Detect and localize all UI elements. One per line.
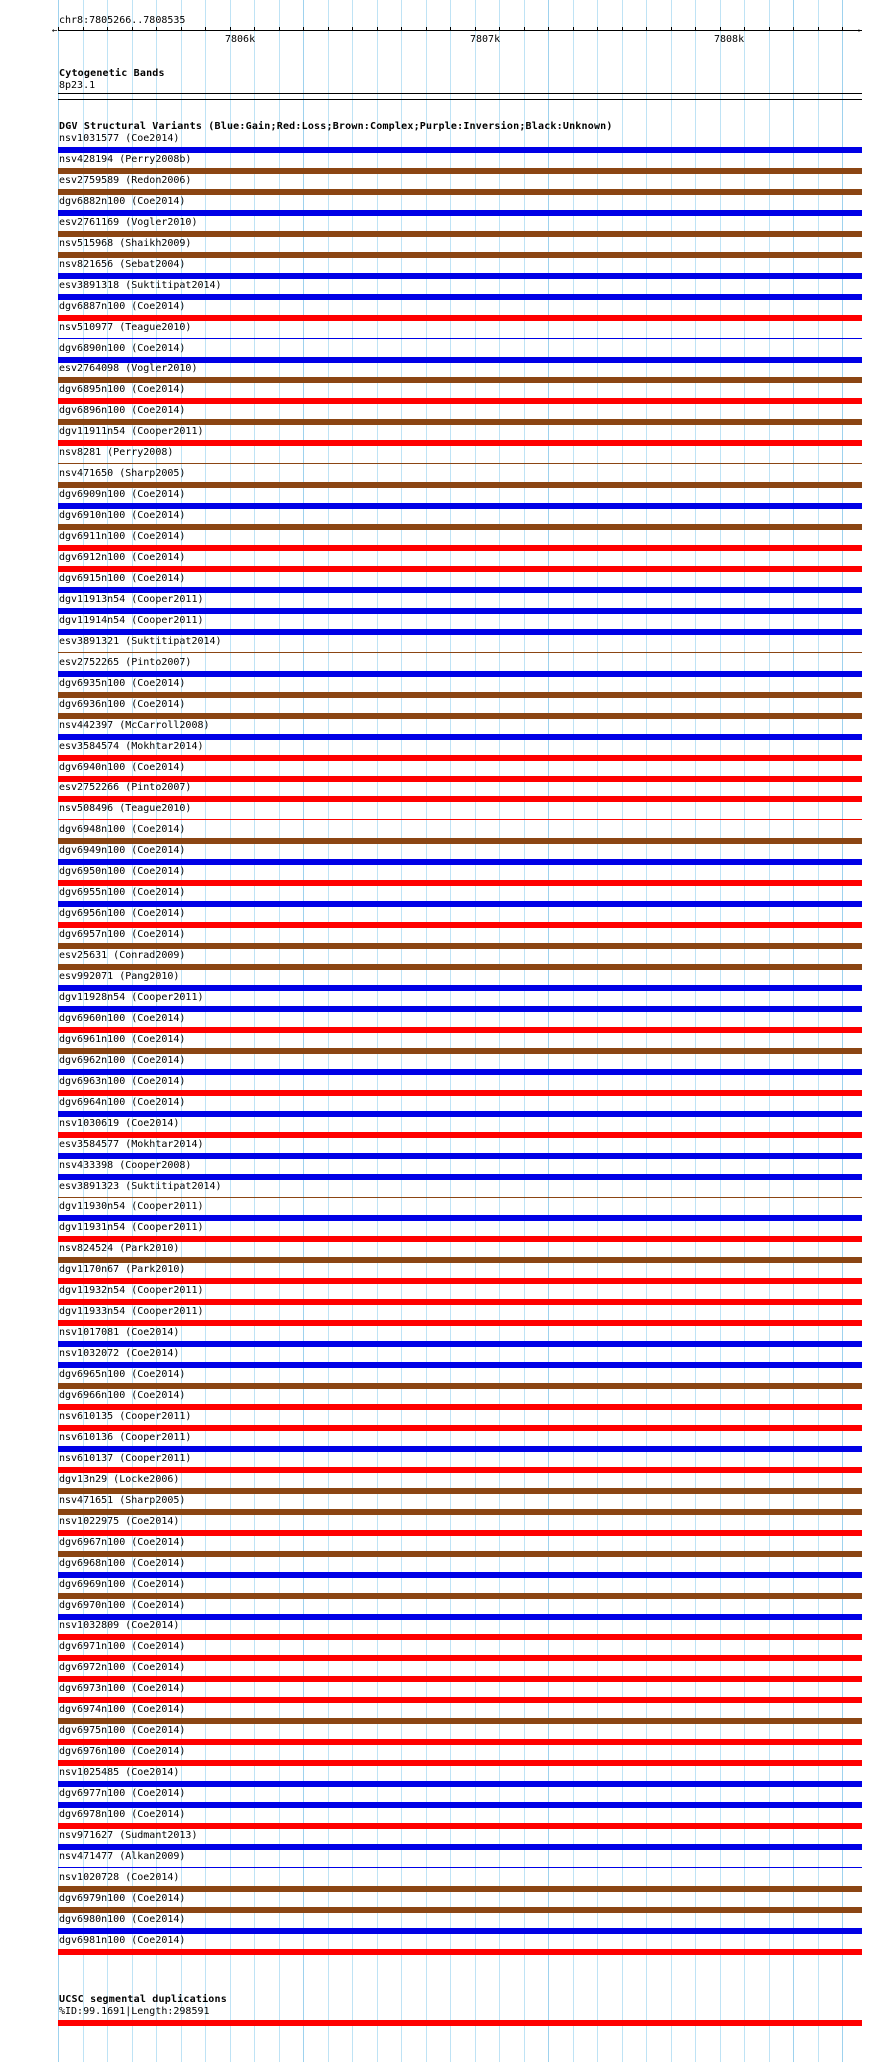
dgv-variant-bar[interactable] bbox=[58, 463, 862, 464]
dgv-variant-bar[interactable] bbox=[58, 859, 862, 865]
dgv-variant-label[interactable]: dgv6979n100 (Coe2014) bbox=[59, 1893, 186, 1904]
ruler-minor-tick bbox=[524, 27, 525, 31]
dgv-variant-label[interactable]: dgv11913n54 (Cooper2011) bbox=[59, 594, 204, 605]
dgv-variant-label[interactable]: dgv6956n100 (Coe2014) bbox=[59, 908, 186, 919]
dgv-variant-label[interactable]: esv2752265 (Pinto2007) bbox=[59, 657, 192, 668]
dgv-variant-label[interactable]: dgv6973n100 (Coe2014) bbox=[59, 1683, 186, 1694]
dgv-variant-label[interactable]: esv3891321 (Suktitipat2014) bbox=[59, 636, 222, 647]
dgv-variant-bar[interactable] bbox=[58, 1090, 862, 1096]
dgv-variant-bar[interactable] bbox=[58, 482, 862, 488]
dgv-variant-label[interactable]: dgv6940n100 (Coe2014) bbox=[59, 762, 186, 773]
dgv-variant-bar[interactable] bbox=[58, 231, 862, 237]
dgv-variant-label[interactable]: esv2761169 (Vogler2010) bbox=[59, 217, 198, 228]
ruler-arrow-left-icon: ← bbox=[52, 26, 58, 36]
dgv-variant-bar[interactable] bbox=[58, 1404, 862, 1410]
dgv-variant-label[interactable]: nsv824524 (Park2010) bbox=[59, 1243, 180, 1254]
dgv-variant-bar[interactable] bbox=[58, 1886, 862, 1892]
dgv-variant-label[interactable]: dgv6955n100 (Coe2014) bbox=[59, 887, 186, 898]
ruler-minor-tick bbox=[156, 27, 157, 31]
dgv-variant-bar[interactable] bbox=[58, 1006, 862, 1012]
dgv-variant-label[interactable]: nsv610137 (Cooper2011) bbox=[59, 1453, 192, 1464]
dgv-variant-label[interactable]: nsv1031577 (Coe2014) bbox=[59, 133, 180, 144]
dgv-variant-label[interactable]: nsv471477 (Alkan2009) bbox=[59, 1851, 186, 1862]
dgv-variant-bar[interactable] bbox=[58, 1634, 862, 1640]
dgv-variant-label[interactable]: dgv6957n100 (Coe2014) bbox=[59, 929, 186, 940]
ruler-arrow-right-icon: → bbox=[855, 26, 861, 36]
dgv-variant-bar[interactable] bbox=[58, 252, 862, 258]
dgv-variant-bar[interactable] bbox=[58, 1362, 862, 1368]
dgv-variant-bar[interactable] bbox=[58, 819, 862, 820]
dgv-variant-label[interactable]: esv2764098 (Vogler2010) bbox=[59, 363, 198, 374]
dgv-variant-bar[interactable] bbox=[58, 1551, 862, 1557]
dgv-variant-label[interactable]: dgv13n29 (Locke2006) bbox=[59, 1474, 180, 1485]
dgv-variant-bar[interactable] bbox=[58, 608, 862, 614]
dgv-variant-bar[interactable] bbox=[58, 1383, 862, 1389]
dgv-variant-label[interactable]: dgv6896n100 (Coe2014) bbox=[59, 405, 186, 416]
ruler-minor-tick bbox=[450, 27, 451, 31]
track-separator bbox=[58, 99, 862, 100]
dgv-variant-label[interactable]: dgv6890n100 (Coe2014) bbox=[59, 343, 186, 354]
dgv-variant-bar[interactable] bbox=[58, 273, 862, 279]
dgv-variant-label[interactable]: nsv515968 (Shaikh2009) bbox=[59, 238, 192, 249]
dgv-variant-label[interactable]: dgv6964n100 (Coe2014) bbox=[59, 1097, 186, 1108]
ruler-minor-tick bbox=[646, 27, 647, 31]
dgv-variant-label[interactable]: dgv6971n100 (Coe2014) bbox=[59, 1641, 186, 1652]
ruler-tick-label-2: 7807k bbox=[470, 34, 501, 45]
dgv-variant-bar[interactable] bbox=[58, 964, 862, 970]
dgv-variant-label[interactable]: esv3584574 (Mokhtar2014) bbox=[59, 741, 204, 752]
ruler-minor-tick bbox=[622, 27, 623, 31]
dgv-variant-label[interactable]: dgv11931n54 (Cooper2011) bbox=[59, 1222, 204, 1233]
ruler-minor-tick bbox=[377, 27, 378, 31]
dgv-variant-bar[interactable] bbox=[58, 1509, 862, 1515]
dgv-variant-bar[interactable] bbox=[58, 1488, 862, 1494]
dgv-variant-label[interactable]: dgv6936n100 (Coe2014) bbox=[59, 699, 186, 710]
locus-label: chr8:7805266..7808535 bbox=[59, 15, 186, 26]
dgv-variant-label[interactable]: dgv6970n100 (Coe2014) bbox=[59, 1600, 186, 1611]
ruler-minor-tick bbox=[107, 27, 108, 31]
dgv-variant-label[interactable]: nsv610136 (Cooper2011) bbox=[59, 1432, 192, 1443]
dgv-variant-bar[interactable] bbox=[58, 1572, 862, 1578]
ruler-tick-label-1: 7806k bbox=[225, 34, 256, 45]
ruler-minor-tick bbox=[842, 27, 843, 31]
ruler-minor-tick bbox=[401, 27, 402, 31]
ruler-minor-tick bbox=[818, 27, 819, 31]
segdup-track-title: UCSC segmental duplications bbox=[59, 1994, 227, 2005]
dgv-variant-label[interactable]: dgv6969n100 (Coe2014) bbox=[59, 1579, 186, 1590]
dgv-variant-bar[interactable] bbox=[58, 1867, 862, 1868]
dgv-variant-bar[interactable] bbox=[58, 1069, 862, 1075]
dgv-variant-label[interactable]: nsv1022975 (Coe2014) bbox=[59, 1516, 180, 1527]
dgv-variant-label[interactable]: nsv1025485 (Coe2014) bbox=[59, 1767, 180, 1778]
cytoband-track-title: Cytogenetic Bands bbox=[59, 68, 165, 79]
dgv-variant-bar[interactable] bbox=[58, 1467, 862, 1473]
dgv-variant-label[interactable]: dgv6972n100 (Coe2014) bbox=[59, 1662, 186, 1673]
ruler-minor-tick bbox=[132, 27, 133, 31]
ruler-minor-tick bbox=[352, 27, 353, 31]
dgv-variant-bar[interactable] bbox=[58, 713, 862, 719]
ruler-minor-tick bbox=[279, 27, 280, 31]
dgv-variant-bar[interactable] bbox=[58, 1197, 862, 1198]
dgv-track-title: DGV Structural Variants (Blue:Gain;Red:Loss;Brown:Complex;Purple:Inversion;Black:Unknown) bbox=[59, 121, 613, 132]
dgv-variant-bar[interactable] bbox=[58, 210, 862, 216]
dgv-variant-label[interactable]: dgv6966n100 (Coe2014) bbox=[59, 1390, 186, 1401]
dgv-variant-label[interactable]: dgv11928n54 (Cooper2011) bbox=[59, 992, 204, 1003]
dgv-variant-label[interactable]: dgv11911n54 (Cooper2011) bbox=[59, 426, 204, 437]
dgv-variant-bar[interactable] bbox=[58, 1907, 862, 1913]
dgv-variant-bar[interactable] bbox=[58, 315, 862, 321]
dgv-variant-label[interactable]: esv3584577 (Mokhtar2014) bbox=[59, 1139, 204, 1150]
ruler-minor-tick bbox=[671, 27, 672, 31]
dgv-variant-label[interactable]: dgv6882n100 (Coe2014) bbox=[59, 196, 186, 207]
dgv-variant-bar[interactable] bbox=[58, 922, 862, 928]
dgv-variant-label[interactable]: dgv6961n100 (Coe2014) bbox=[59, 1034, 186, 1045]
ruler-minor-tick bbox=[720, 27, 721, 31]
dgv-variant-bar[interactable] bbox=[58, 566, 862, 572]
dgv-variant-bar[interactable] bbox=[58, 1320, 862, 1326]
dgv-variant-bar[interactable] bbox=[58, 1676, 862, 1682]
dgv-variant-label[interactable]: dgv6915n100 (Coe2014) bbox=[59, 573, 186, 584]
cytoband-bar[interactable] bbox=[58, 93, 862, 94]
dgv-variant-label[interactable]: dgv6895n100 (Coe2014) bbox=[59, 384, 186, 395]
dgv-variant-label[interactable]: dgv11933n54 (Cooper2011) bbox=[59, 1306, 204, 1317]
dgv-variant-label[interactable]: nsv471650 (Sharp2005) bbox=[59, 468, 186, 479]
ruler-minor-tick bbox=[597, 27, 598, 31]
dgv-variant-bar[interactable] bbox=[58, 1048, 862, 1054]
dgv-variant-label[interactable]: esv2752266 (Pinto2007) bbox=[59, 782, 192, 793]
dgv-variant-label[interactable]: dgv6910n100 (Coe2014) bbox=[59, 510, 186, 521]
dgv-variant-label[interactable]: dgv6909n100 (Coe2014) bbox=[59, 489, 186, 500]
dgv-variant-label[interactable]: dgv6975n100 (Coe2014) bbox=[59, 1725, 186, 1736]
dgv-variant-bar[interactable] bbox=[58, 652, 862, 653]
dgv-variant-bar[interactable] bbox=[58, 1697, 862, 1703]
dgv-variant-label[interactable]: nsv471651 (Sharp2005) bbox=[59, 1495, 186, 1506]
segdup-feature-bar[interactable] bbox=[58, 2020, 862, 2026]
dgv-variant-bar[interactable] bbox=[58, 1257, 862, 1263]
dgv-variant-bar[interactable] bbox=[58, 1446, 862, 1452]
ruler-minor-tick bbox=[744, 27, 745, 31]
ruler-minor-tick bbox=[793, 27, 794, 31]
dgv-variant-label[interactable]: nsv1030619 (Coe2014) bbox=[59, 1118, 180, 1129]
ruler-minor-tick bbox=[475, 27, 476, 31]
dgv-variant-bar[interactable] bbox=[58, 1739, 862, 1745]
dgv-variant-label[interactable]: dgv6977n100 (Coe2014) bbox=[59, 1788, 186, 1799]
dgv-variant-bar[interactable] bbox=[58, 1928, 862, 1934]
dgv-variant-bar[interactable] bbox=[58, 880, 862, 886]
dgv-variant-bar[interactable] bbox=[58, 985, 862, 991]
dgv-variant-bar[interactable] bbox=[58, 1153, 862, 1159]
dgv-variant-label[interactable]: nsv971627 (Sudmant2013) bbox=[59, 1830, 198, 1841]
dgv-variant-bar[interactable] bbox=[58, 671, 862, 677]
dgv-variant-label[interactable]: nsv1017081 (Coe2014) bbox=[59, 1327, 180, 1338]
dgv-variant-bar[interactable] bbox=[58, 943, 862, 949]
dgv-variant-label[interactable]: dgv6935n100 (Coe2014) bbox=[59, 678, 186, 689]
dgv-variant-label[interactable]: nsv821656 (Sebat2004) bbox=[59, 259, 186, 270]
dgv-variant-label[interactable]: dgv6974n100 (Coe2014) bbox=[59, 1704, 186, 1715]
dgv-variant-label[interactable]: nsv433398 (Cooper2008) bbox=[59, 1160, 192, 1171]
ruler-minor-tick bbox=[499, 27, 500, 31]
dgv-variant-bar[interactable] bbox=[58, 398, 862, 404]
dgv-variant-bar[interactable] bbox=[58, 545, 862, 551]
dgv-variant-bar[interactable] bbox=[58, 419, 862, 425]
dgv-variant-bar[interactable] bbox=[58, 838, 862, 844]
dgv-variant-label[interactable]: dgv11930n54 (Cooper2011) bbox=[59, 1201, 204, 1212]
dgv-variant-label[interactable]: dgv11932n54 (Cooper2011) bbox=[59, 1285, 204, 1296]
dgv-variant-label[interactable]: dgv11914n54 (Cooper2011) bbox=[59, 615, 204, 626]
dgv-variant-label[interactable]: nsv428194 (Perry2008b) bbox=[59, 154, 192, 165]
dgv-variant-bar[interactable] bbox=[58, 1278, 862, 1284]
ruler-minor-tick bbox=[254, 27, 255, 31]
dgv-variant-label[interactable]: dgv6962n100 (Coe2014) bbox=[59, 1055, 186, 1066]
dgv-variant-bar[interactable] bbox=[58, 755, 862, 761]
dgv-variant-label[interactable]: nsv510977 (Teague2010) bbox=[59, 322, 192, 333]
dgv-variant-bar[interactable] bbox=[58, 1718, 862, 1724]
dgv-variant-label[interactable]: dgv6887n100 (Coe2014) bbox=[59, 301, 186, 312]
dgv-variant-bar[interactable] bbox=[58, 1593, 862, 1599]
dgv-variant-label[interactable]: nsv508496 (Teague2010) bbox=[59, 803, 192, 814]
dgv-variant-bar[interactable] bbox=[58, 1530, 862, 1536]
segdup-feature-label[interactable]: %ID:99.1691|Length:298591 bbox=[59, 2006, 210, 2017]
dgv-variant-label[interactable]: esv3891318 (Suktitipat2014) bbox=[59, 280, 222, 291]
ruler-tick-label-3: 7808k bbox=[714, 34, 745, 45]
dgv-variant-bar[interactable] bbox=[58, 734, 862, 740]
dgv-variant-bar[interactable] bbox=[58, 629, 862, 635]
ruler-minor-tick bbox=[303, 27, 304, 31]
dgv-variant-bar[interactable] bbox=[58, 524, 862, 530]
dgv-variant-bar[interactable] bbox=[58, 901, 862, 907]
dgv-variant-label[interactable]: dgv6949n100 (Coe2014) bbox=[59, 845, 186, 856]
dgv-variant-label[interactable]: nsv8281 (Perry2008) bbox=[59, 447, 174, 458]
dgv-variant-label[interactable]: dgv6911n100 (Coe2014) bbox=[59, 531, 186, 542]
dgv-variant-label[interactable]: dgv6976n100 (Coe2014) bbox=[59, 1746, 186, 1757]
dgv-variant-bar[interactable] bbox=[58, 587, 862, 593]
dgv-variant-bar[interactable] bbox=[58, 1341, 862, 1347]
dgv-variant-bar[interactable] bbox=[58, 294, 862, 300]
dgv-variant-label[interactable]: esv992071 (Pang2010) bbox=[59, 971, 180, 982]
dgv-variant-label[interactable]: nsv1032809 (Coe2014) bbox=[59, 1620, 180, 1631]
dgv-variant-bar[interactable] bbox=[58, 1299, 862, 1305]
dgv-variant-bar[interactable] bbox=[58, 1111, 862, 1117]
ruler-axis bbox=[58, 30, 862, 31]
ruler-minor-tick bbox=[695, 27, 696, 31]
dgv-variant-bar[interactable] bbox=[58, 338, 862, 339]
dgv-variant-label[interactable]: nsv610135 (Cooper2011) bbox=[59, 1411, 192, 1422]
dgv-variant-bar[interactable] bbox=[58, 377, 862, 383]
dgv-variant-label[interactable]: dgv6950n100 (Coe2014) bbox=[59, 866, 186, 877]
ruler-minor-tick bbox=[181, 27, 182, 31]
dgv-variant-bar[interactable] bbox=[58, 1236, 862, 1242]
dgv-variant-bar[interactable] bbox=[58, 1844, 862, 1850]
dgv-variant-label[interactable]: dgv6968n100 (Coe2014) bbox=[59, 1558, 186, 1569]
dgv-variant-bar[interactable] bbox=[58, 147, 862, 153]
dgv-variant-bar[interactable] bbox=[58, 1823, 862, 1829]
dgv-variant-label[interactable]: dgv6981n100 (Coe2014) bbox=[59, 1935, 186, 1946]
dgv-variant-bar[interactable] bbox=[58, 1781, 862, 1787]
dgv-variant-label[interactable]: dgv6980n100 (Coe2014) bbox=[59, 1914, 186, 1925]
ruler-minor-tick bbox=[230, 27, 231, 31]
dgv-variant-bar[interactable] bbox=[58, 440, 862, 446]
dgv-variant-bar[interactable] bbox=[58, 1027, 862, 1033]
dgv-variant-bar[interactable] bbox=[58, 1215, 862, 1221]
ruler-minor-tick bbox=[83, 27, 84, 31]
ruler-minor-tick bbox=[328, 27, 329, 31]
dgv-variant-bar[interactable] bbox=[58, 503, 862, 509]
dgv-variant-label[interactable]: nsv1032072 (Coe2014) bbox=[59, 1348, 180, 1359]
ruler-minor-tick bbox=[426, 27, 427, 31]
dgv-variant-label[interactable]: nsv1020728 (Coe2014) bbox=[59, 1872, 180, 1883]
dgv-variant-bar[interactable] bbox=[58, 1802, 862, 1808]
dgv-variant-label[interactable]: dgv6967n100 (Coe2014) bbox=[59, 1537, 186, 1548]
dgv-variant-label[interactable]: dgv6965n100 (Coe2014) bbox=[59, 1369, 186, 1380]
ruler-minor-tick bbox=[769, 27, 770, 31]
dgv-variant-bar[interactable] bbox=[58, 1425, 862, 1431]
ruler-minor-tick bbox=[573, 27, 574, 31]
dgv-variant-label[interactable]: dgv6960n100 (Coe2014) bbox=[59, 1013, 186, 1024]
dgv-variant-bar[interactable] bbox=[58, 796, 862, 802]
dgv-variant-label[interactable]: esv3891323 (Suktitipat2014) bbox=[59, 1181, 222, 1192]
dgv-variant-bar[interactable] bbox=[58, 1132, 862, 1138]
dgv-variant-label[interactable]: dgv6963n100 (Coe2014) bbox=[59, 1076, 186, 1087]
dgv-variant-label[interactable]: esv2759589 (Redon2006) bbox=[59, 175, 192, 186]
dgv-variant-label[interactable]: dgv6912n100 (Coe2014) bbox=[59, 552, 186, 563]
dgv-variant-label[interactable]: nsv442397 (McCarroll2008) bbox=[59, 720, 210, 731]
dgv-variant-bar[interactable] bbox=[58, 692, 862, 698]
dgv-variant-label[interactable]: esv25631 (Conrad2009) bbox=[59, 950, 186, 961]
dgv-variant-bar[interactable] bbox=[58, 1655, 862, 1661]
dgv-variant-bar[interactable] bbox=[58, 189, 862, 195]
dgv-variant-label[interactable]: dgv1170n67 (Park2010) bbox=[59, 1264, 186, 1275]
ruler-minor-tick bbox=[205, 27, 206, 31]
dgv-variant-label[interactable]: dgv6978n100 (Coe2014) bbox=[59, 1809, 186, 1820]
ruler-minor-tick bbox=[58, 27, 59, 31]
dgv-variant-label[interactable]: dgv6948n100 (Coe2014) bbox=[59, 824, 186, 835]
dgv-variant-bar[interactable] bbox=[58, 1174, 862, 1180]
dgv-variant-bar[interactable] bbox=[58, 1760, 862, 1766]
dgv-variant-bar[interactable] bbox=[58, 168, 862, 174]
ruler-minor-tick bbox=[548, 27, 549, 31]
dgv-variant-bar[interactable] bbox=[58, 1949, 862, 1955]
cytoband-label[interactable]: 8p23.1 bbox=[59, 80, 96, 91]
